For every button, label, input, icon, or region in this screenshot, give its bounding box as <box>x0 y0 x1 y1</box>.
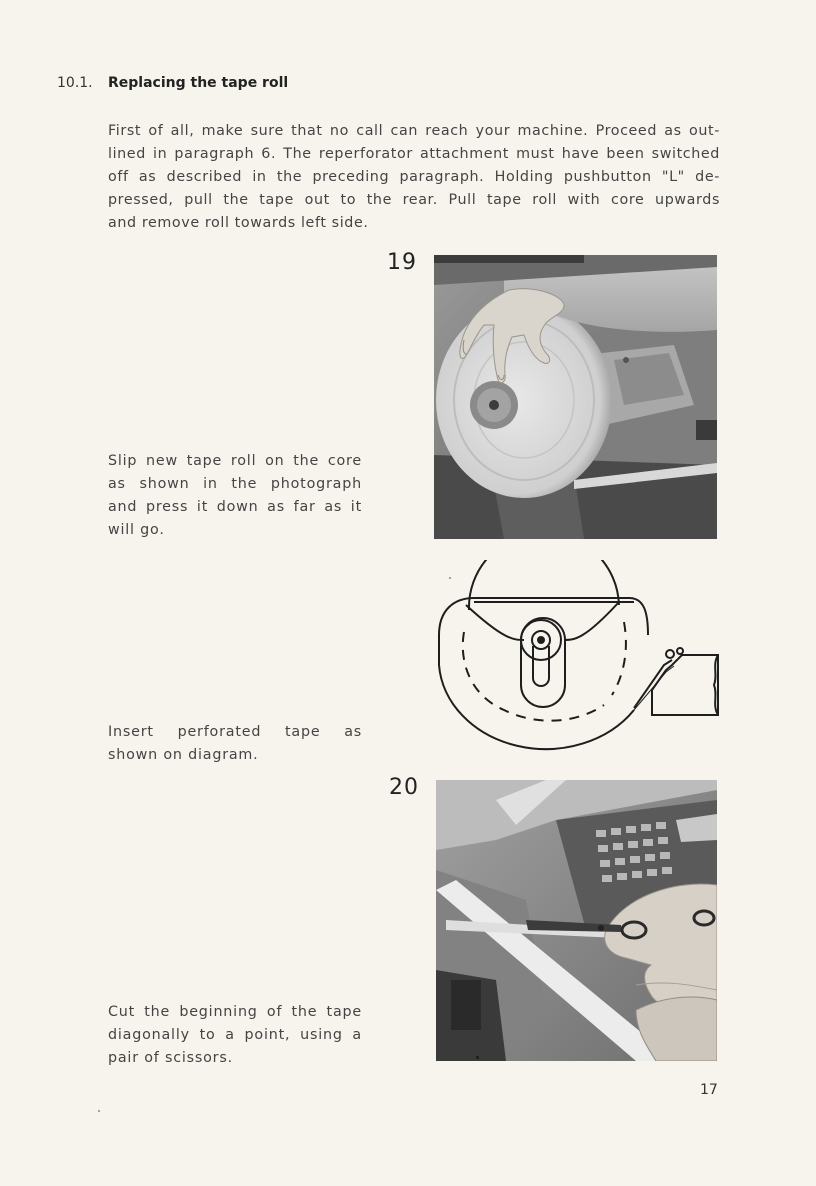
intro-paragraph <box>108 120 720 235</box>
caption-insert-tape: Insert perforated tape as shown on diagram. <box>108 724 362 763</box>
caption-cut-tape: Cut the beginning of the tape diagonally to a point, using a pair of scissors. <box>108 1004 362 1066</box>
diagram-tape-path <box>434 560 724 760</box>
photo-tape-roll-on-core <box>434 255 717 539</box>
intro-line: off as described in the preceding paragraph. Holding pushbutton "L" de- <box>108 169 720 185</box>
paper-speck <box>449 577 451 579</box>
section-title: Replacing the tape roll <box>108 75 289 91</box>
intro-line: pressed, pull the tape out to the rear. Pull tape roll with core upwards <box>108 192 720 208</box>
intro-line: lined in paragraph 6. The reperforator attachment must have been switched <box>108 146 720 162</box>
caption-slip-roll: Slip new tape roll on the core as shown in the photograph and press it down as far as it will go. <box>108 453 362 538</box>
photo-cutting-tape <box>436 780 717 1061</box>
intro-line: First of all, make sure that no call can reach your machine. Proceed as out- <box>108 123 720 139</box>
page-number: 17 <box>700 1082 718 1098</box>
paper-speck <box>98 1110 100 1112</box>
figure-19-label: 19 <box>387 250 417 275</box>
intro-line: and remove roll towards left side. <box>108 215 369 231</box>
figure-20-label: 20 <box>389 775 419 800</box>
section-number: 10.1. <box>57 75 93 91</box>
